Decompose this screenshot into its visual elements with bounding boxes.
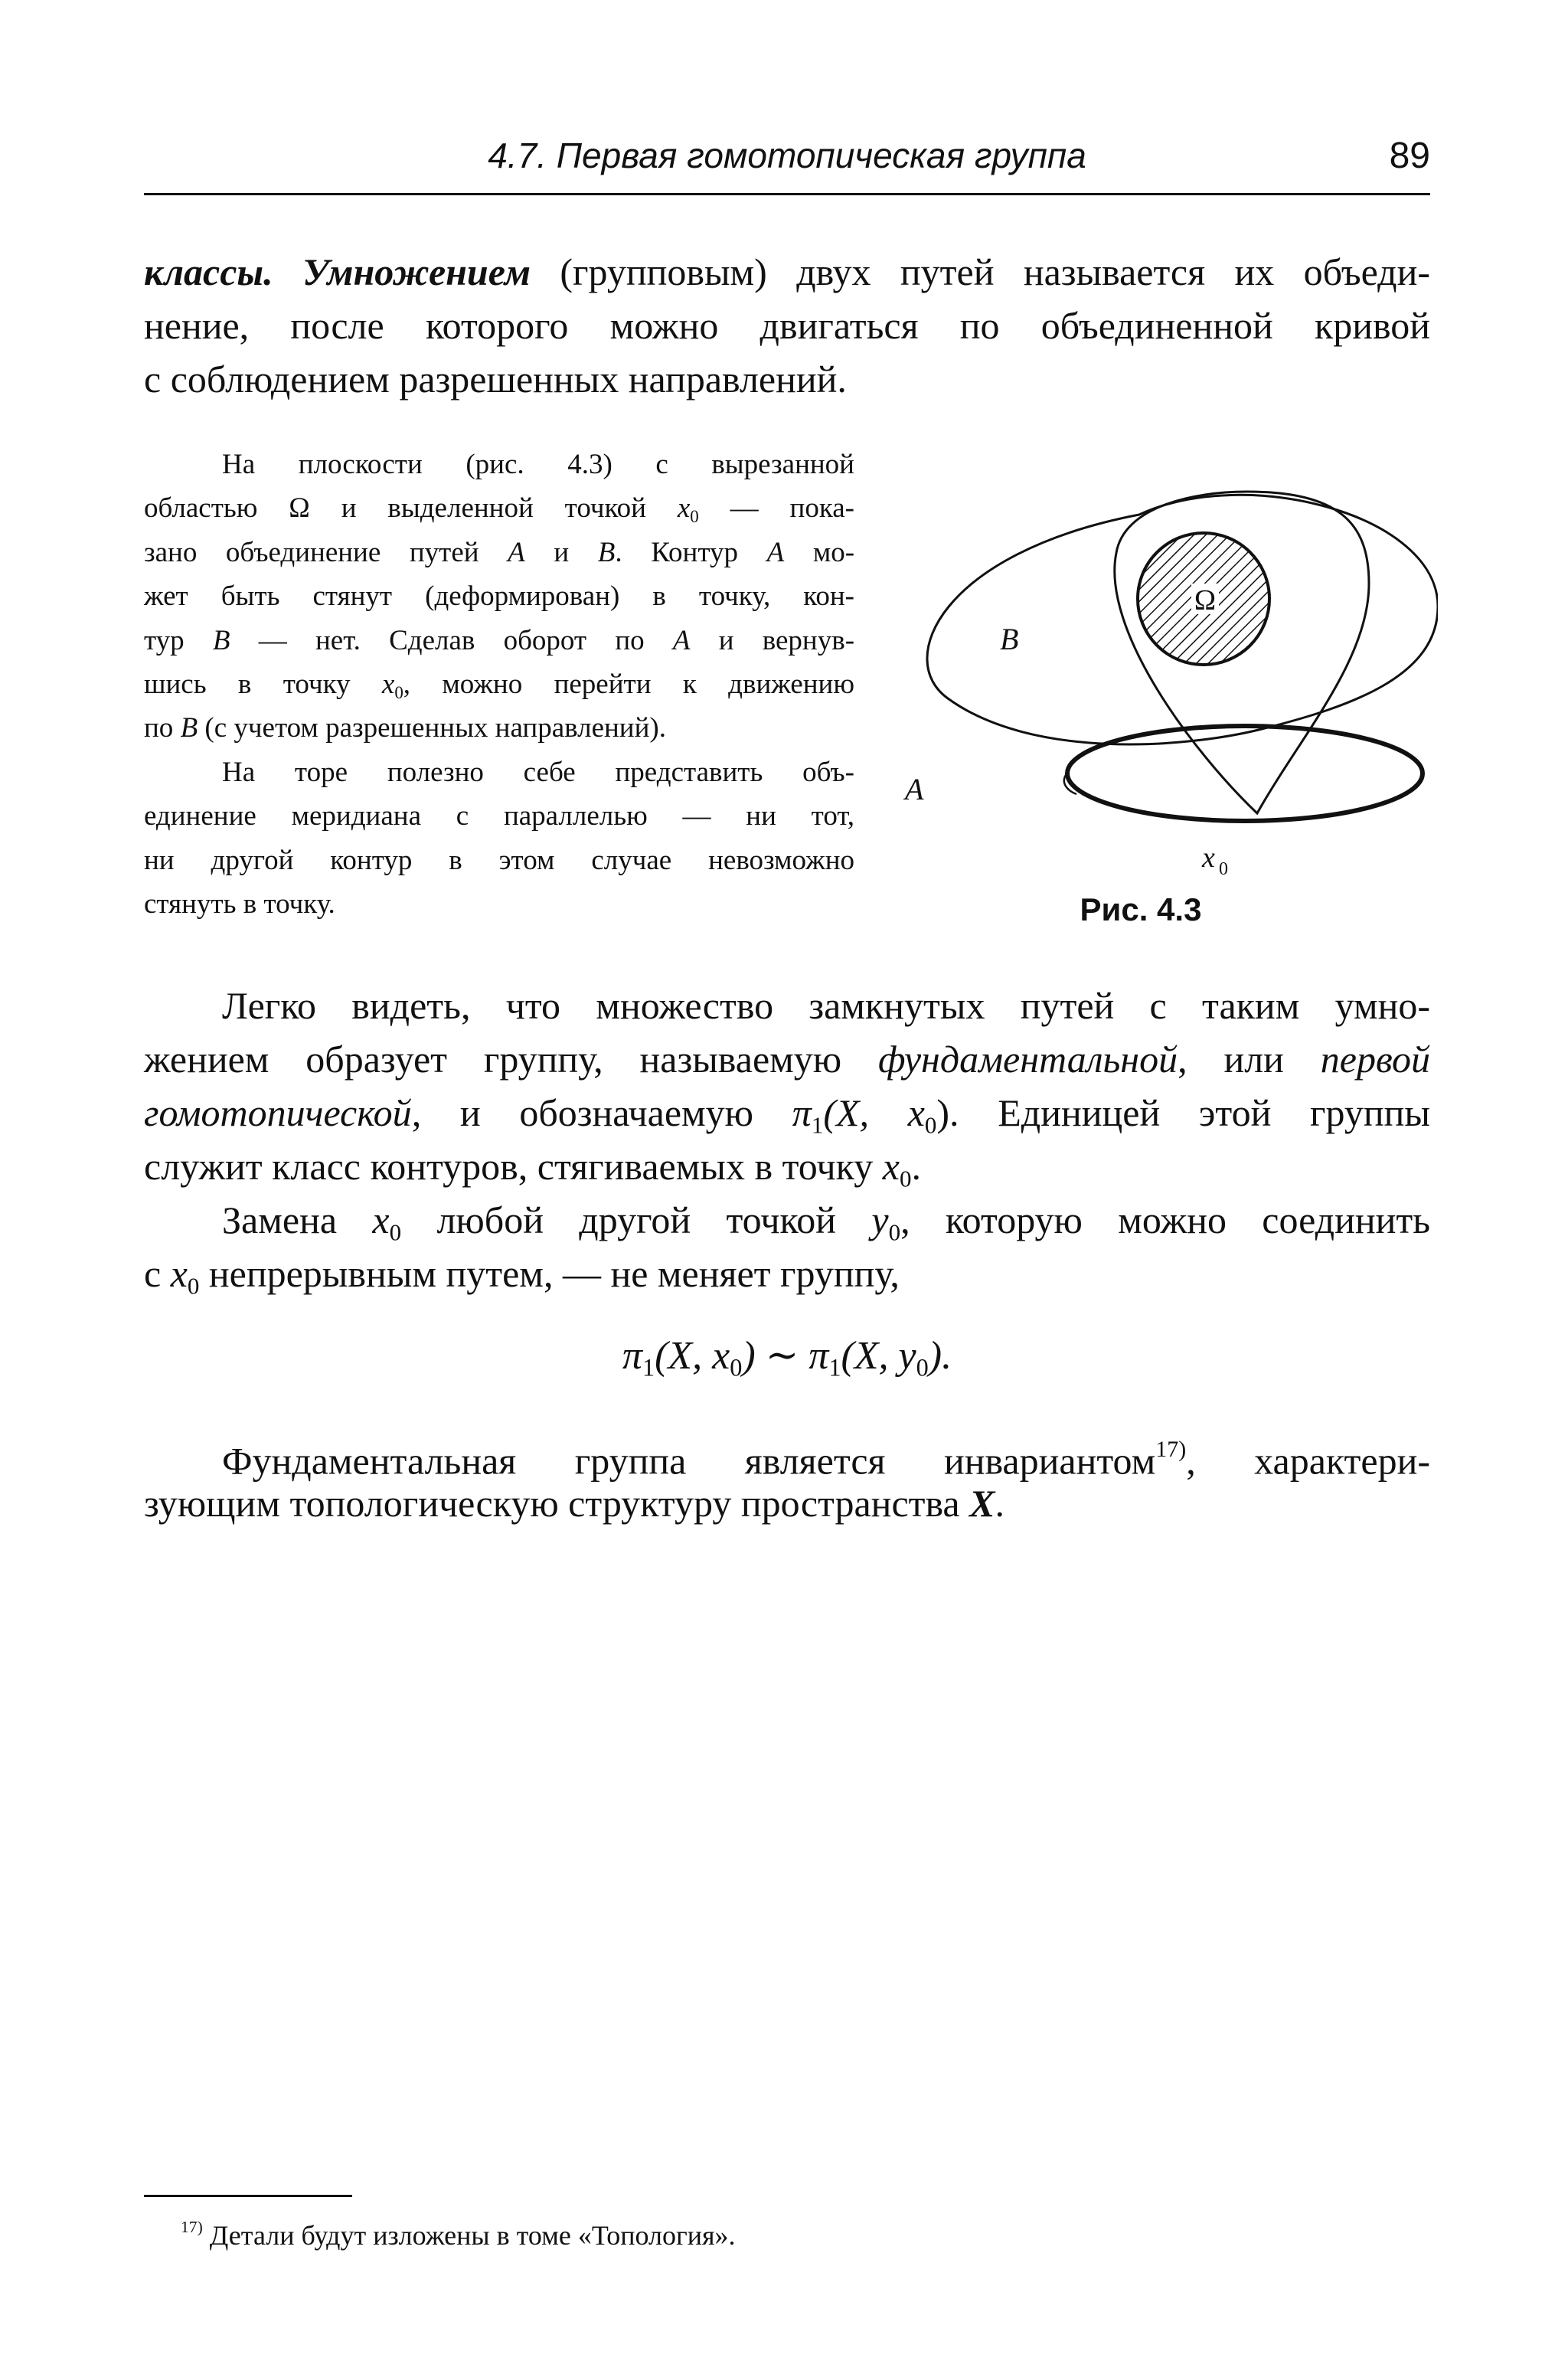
line-text: и вернув- (718, 624, 855, 656)
term-text: Умножением (302, 250, 531, 293)
line-text: зующим топологическую структуру пространства (144, 1482, 960, 1525)
math-var: y (871, 1198, 889, 1241)
label-a: A (905, 772, 924, 806)
paragraph-invariant (144, 1423, 1430, 1530)
sidebar-line: жет быть стянут (деформирован) в точку, кон- (144, 580, 854, 613)
header-title: 4.7. Первая гомотопическая группа (488, 136, 1086, 175)
math-sub: 0 (389, 1218, 402, 1246)
footnote-mark: 17) (181, 2218, 203, 2236)
math-sub: 0 (730, 1353, 743, 1382)
line-text: , характери- (1186, 1439, 1430, 1483)
label-x0-sub: 0 (1219, 859, 1228, 879)
math-var: x (372, 1198, 390, 1241)
text-line (144, 1140, 1430, 1193)
line-text: . Контур (615, 536, 739, 568)
math-var: ). (928, 1334, 952, 1378)
line-text: непрерывным путем, — не меняет группу, (208, 1252, 900, 1295)
line-text: ). Единицей этой группы (936, 1091, 1431, 1134)
footnote-divider (144, 2195, 352, 2197)
text-line (144, 1032, 1430, 1086)
line-text: областью Ω и выделенной точкой (144, 492, 646, 525)
text-line (144, 1086, 1430, 1140)
math-sub: 0 (690, 507, 699, 527)
sidebar-line: стянуть в точку. (144, 888, 335, 920)
math-sub: 1 (828, 1353, 841, 1382)
contour-a (1067, 726, 1423, 821)
page-number: 89 (1389, 136, 1430, 176)
line-text: , можно перейти к движению (403, 668, 854, 700)
math-var: B (212, 624, 230, 656)
line-text: , которую можно соединить (900, 1198, 1431, 1241)
paragraph-base-point (144, 1193, 1430, 1300)
line-text: тур (144, 624, 185, 656)
math-var: A (766, 536, 785, 568)
term-text: гомотопической (144, 1091, 412, 1134)
sidebar-line: ни другой контур в этом случае невозможно (144, 844, 854, 876)
text-line: с соблюдением разрешенных направлений. (144, 358, 847, 401)
sidebar-line (144, 619, 854, 662)
paragraph-group-definition (144, 979, 1430, 1193)
math-var: B (180, 712, 198, 744)
math-var: x (882, 1145, 900, 1188)
line-text: — пока- (730, 492, 855, 525)
math-sub: 0 (916, 1353, 929, 1382)
math-var: π (792, 1091, 812, 1134)
term-text: первой (1320, 1038, 1431, 1081)
line-text: с (144, 1252, 162, 1295)
math-var: π (622, 1334, 642, 1378)
sidebar-line: единение меридиана с параллелью — ни тот, (144, 800, 854, 832)
text-line (144, 1193, 1430, 1247)
line-text: . (911, 1145, 921, 1188)
line-text: любой другой точкой (436, 1198, 837, 1241)
sidebar-line: На торе полезно себе представить объ- (222, 756, 854, 788)
math-var: (X, x (823, 1091, 925, 1134)
math-var: A (508, 536, 525, 568)
line-text: служит класс контуров, стягиваемых в точку (144, 1145, 874, 1188)
omega-label: Ω (1194, 584, 1217, 616)
label-x0: x (1202, 842, 1215, 874)
line-text: жением образует группу, называемую (144, 1038, 842, 1081)
footnote-text: Детали будут изложены в томе «Топология». (209, 2220, 736, 2251)
math-sub: 1 (642, 1353, 655, 1382)
line-text: , и обозначаемую (411, 1091, 754, 1134)
line-text: и (554, 536, 570, 568)
math-var: (X, y (841, 1334, 916, 1378)
math-var: X (969, 1482, 995, 1525)
term-text: классы. (144, 250, 273, 293)
text-line (144, 1247, 1430, 1300)
line-text: , или (1178, 1038, 1284, 1081)
label-b: B (1000, 622, 1019, 656)
math-var: (X, x (655, 1334, 730, 1378)
math-var: A (672, 624, 691, 656)
math-sub: 0 (899, 1165, 912, 1192)
figure-caption: Рис. 4.3 (1080, 891, 1202, 927)
math-sub: 0 (187, 1272, 200, 1300)
line-text: — нет. Сделав оборот по (258, 624, 645, 656)
text-line (144, 245, 1430, 299)
figure-4-3 (902, 469, 1438, 898)
math-var: x (677, 492, 691, 525)
line-text: Замена (222, 1198, 338, 1241)
math-var: ) ∼ π (742, 1334, 829, 1378)
math-var: x (381, 668, 395, 700)
display-formula (144, 1333, 1430, 1382)
line-text: (с учетом разрешенных направлений). (204, 712, 666, 744)
line-text: по (144, 712, 174, 744)
sidebar-line (144, 706, 854, 750)
line-text: Фундаментальная группа является инвариантом (222, 1439, 1156, 1483)
term-text: фундаментальной (877, 1038, 1178, 1081)
line-text: (групповым) двух путей называется их объеди- (560, 250, 1431, 293)
text-line: нение, после которого можно двигаться по объединенной кривой (144, 304, 1430, 347)
paragraph-intro (144, 245, 1430, 406)
math-sub: 0 (888, 1218, 901, 1246)
math-sub: 0 (924, 1111, 937, 1139)
math-sub: 0 (394, 682, 403, 702)
math-var: x (170, 1252, 188, 1295)
text-line (144, 1476, 1430, 1530)
math-var: B (597, 536, 616, 568)
line-text: . (995, 1482, 1004, 1525)
line-text: шись в точку (144, 668, 351, 700)
text-line: Легко видеть, что множество замкнутых путей с таким умно- (222, 984, 1430, 1027)
footnote-ref[interactable]: 17) (1155, 1437, 1187, 1462)
sidebar-line: На плоскости (рис. 4.3) с вырезанной (222, 449, 854, 480)
footnote (181, 2218, 736, 2251)
text-line (144, 1423, 1430, 1483)
math-sub: 1 (811, 1111, 824, 1139)
line-text: мо- (812, 536, 855, 568)
sidebar-line (144, 662, 854, 706)
sidebar-note (144, 443, 854, 926)
sidebar-line (144, 486, 854, 530)
sidebar-line (144, 531, 854, 574)
line-text: зано объединение путей (144, 536, 479, 568)
running-header (144, 132, 1430, 195)
